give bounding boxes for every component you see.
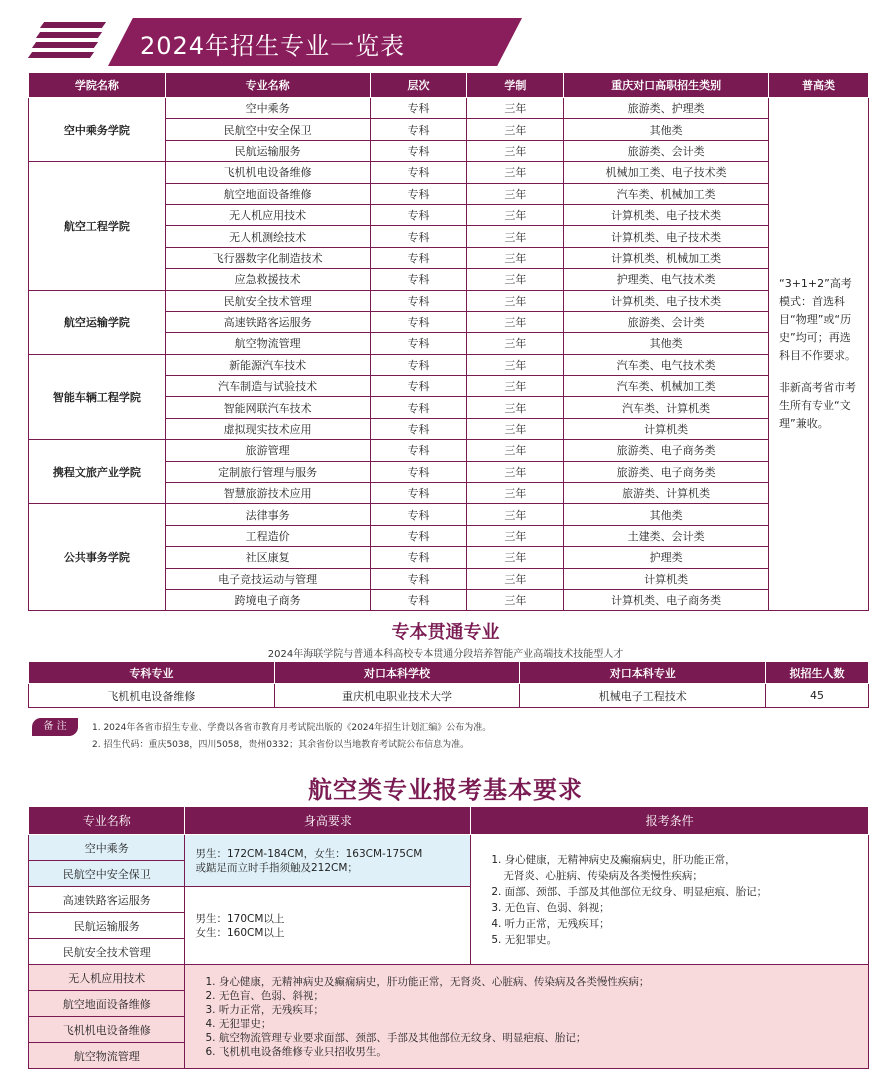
banner-stripes: [28, 18, 118, 66]
level-cell: 专科: [370, 418, 467, 439]
table-row: [29, 354, 869, 375]
category-cell: 计算机类: [564, 568, 769, 589]
duration-cell: 三年: [467, 525, 564, 546]
level-cell: 专科: [370, 525, 467, 546]
major-name-cell: 电子竞技运动与管理: [165, 568, 370, 589]
col-header: 普高类: [769, 73, 869, 98]
level-cell: 专科: [370, 140, 467, 161]
col-header: 层次: [370, 73, 467, 98]
duration-cell: 三年: [467, 140, 564, 161]
category-cell: 计算机类、机械加工类: [564, 247, 769, 268]
note-line: 2. 招生代码：重庆5038，四川5058，贵州0332；其余省份以当地教育考试院公布信息为准。: [92, 740, 470, 750]
major-name-cell: 高速铁路客运服务: [165, 311, 370, 332]
table-row: [29, 98, 869, 119]
level-cell: 专科: [370, 440, 467, 461]
major-name-cell: 汽车制造与试验技术: [165, 376, 370, 397]
major-name-cell: 航空物流管理: [29, 1043, 185, 1069]
category-cell: 汽车类、电气技术类: [564, 354, 769, 375]
category-cell: 其他类: [564, 504, 769, 525]
level-cell: 专科: [370, 162, 467, 183]
general-note-cell: [769, 98, 869, 611]
col-header: 拟招生人数: [766, 662, 869, 684]
conditions-ab: [471, 835, 869, 965]
major-name-cell: 空中乘务: [165, 98, 370, 119]
table-cell: 45: [766, 684, 869, 708]
height-requirement-a: [185, 835, 471, 887]
condition-line: 4. 无犯罪史；: [205, 1017, 272, 1030]
category-cell: 计算机类、电子技术类: [564, 290, 769, 311]
height-line: 或踮足而立时手指须触及212CM；: [195, 861, 358, 874]
condition-line: 3. 无色盲、色弱、斜视；: [491, 901, 610, 914]
major-name-cell: 民航安全技术管理: [29, 939, 185, 965]
table-row: [29, 290, 869, 311]
header-banner: [28, 18, 522, 66]
table-row: [29, 162, 869, 183]
height-line: 男生：170CM以上: [195, 912, 285, 925]
level-cell: 专科: [370, 547, 467, 568]
condition-line: 6. 飞机机电设备维修专业只招收男生。: [205, 1045, 387, 1058]
notes-badge: 备 注: [32, 718, 78, 736]
table-row: [29, 965, 869, 991]
note-paragraph: “3+1+2”高考模式：首选科目“物理”或“历史”均可；再选科目不作要求。: [779, 277, 857, 363]
major-name-cell: 航空地面设备维修: [29, 991, 185, 1017]
major-name-cell: 飞行器数字化制造技术: [165, 247, 370, 268]
level-cell: 专科: [370, 311, 467, 332]
major-name-cell: 民航运输服务: [165, 140, 370, 161]
duration-cell: 三年: [467, 226, 564, 247]
duration-cell: 三年: [467, 98, 564, 119]
duration-cell: 三年: [467, 376, 564, 397]
major-name-cell: 虚拟现实技术应用: [165, 418, 370, 439]
table-cell: 飞机机电设备维修: [29, 684, 275, 708]
college-name-cell: 智能车辆工程学院: [29, 354, 166, 440]
duration-cell: 三年: [467, 568, 564, 589]
level-cell: 专科: [370, 247, 467, 268]
note-paragraph: 非新高考省市考生所有专业“文理”兼收。: [779, 381, 857, 431]
col-header: 对口本科专业: [520, 662, 766, 684]
level-cell: 专科: [370, 483, 467, 504]
level-cell: 专科: [370, 183, 467, 204]
condition-line: 5. 无犯罪史。: [491, 933, 558, 946]
category-cell: 计算机类、电子技术类: [564, 226, 769, 247]
major-name-cell: 智慧旅游技术应用: [165, 483, 370, 504]
category-cell: 护理类、电气技术类: [564, 269, 769, 290]
page-title: 2024年招生专业一览表: [140, 32, 406, 60]
level-cell: 专科: [370, 119, 467, 140]
major-name-cell: 空中乘务: [29, 835, 185, 861]
duration-cell: 三年: [467, 440, 564, 461]
level-cell: 专科: [370, 397, 467, 418]
major-name-cell: 跨境电子商务: [165, 589, 370, 610]
table-row: [29, 835, 869, 861]
col-header: 专业名称: [165, 73, 370, 98]
table-cell: 重庆机电职业技术大学: [274, 684, 520, 708]
table-row: [29, 504, 869, 525]
duration-cell: 三年: [467, 119, 564, 140]
category-cell: 旅游类、计算机类: [564, 483, 769, 504]
requirements-table: [28, 806, 869, 1069]
category-cell: 其他类: [564, 333, 769, 354]
level-cell: 专科: [370, 98, 467, 119]
major-name-cell: 无人机测绘技术: [165, 226, 370, 247]
category-cell: 旅游类、护理类: [564, 98, 769, 119]
category-cell: 汽车类、机械加工类: [564, 183, 769, 204]
col-header: 身高要求: [185, 807, 471, 835]
condition-line: 2. 无色盲、色弱、斜视；: [205, 989, 324, 1002]
duration-cell: 三年: [467, 397, 564, 418]
pathway-table: [28, 661, 869, 708]
major-name-cell: 航空物流管理: [165, 333, 370, 354]
level-cell: 专科: [370, 333, 467, 354]
height-line: 女生：160CM以上: [195, 926, 285, 939]
category-cell: 机械加工类、电子技术类: [564, 162, 769, 183]
conditions-c: [185, 965, 869, 1069]
level-cell: 专科: [370, 204, 467, 225]
table-row: [29, 684, 869, 708]
col-header: 报考条件: [471, 807, 869, 835]
major-name-cell: 无人机应用技术: [29, 965, 185, 991]
major-name-cell: 民航空中安全保卫: [29, 861, 185, 887]
duration-cell: 三年: [467, 269, 564, 290]
level-cell: 专科: [370, 504, 467, 525]
category-cell: 旅游类、电子商务类: [564, 440, 769, 461]
category-cell: 汽车类、计算机类: [564, 397, 769, 418]
duration-cell: 三年: [467, 311, 564, 332]
category-cell: 其他类: [564, 119, 769, 140]
category-cell: 旅游类、会计类: [564, 140, 769, 161]
major-name-cell: 工程造价: [165, 525, 370, 546]
condition-line: 5. 航空物流管理专业要求面部、颈部、手部及其他部位无纹身、明显疤痕、胎记；: [205, 1031, 587, 1044]
level-cell: 专科: [370, 269, 467, 290]
condition-line: 2. 面部、颈部、手部及其他部位无纹身、明显疤痕、胎记；: [491, 885, 768, 898]
college-name-cell: 公共事务学院: [29, 504, 166, 611]
level-cell: 专科: [370, 376, 467, 397]
duration-cell: 三年: [467, 183, 564, 204]
duration-cell: 三年: [467, 290, 564, 311]
level-cell: 专科: [370, 589, 467, 610]
col-header: 重庆对口高职招生类别: [564, 73, 769, 98]
major-name-cell: 高速铁路客运服务: [29, 887, 185, 913]
major-name-cell: 智能网联汽车技术: [165, 397, 370, 418]
requirements-title: 航空类专业报考基本要求: [308, 776, 583, 804]
college-name-cell: 航空工程学院: [29, 162, 166, 290]
duration-cell: 三年: [467, 247, 564, 268]
college-name-cell: 空中乘务学院: [29, 98, 166, 162]
major-name-cell: 飞机机电设备维修: [165, 162, 370, 183]
duration-cell: 三年: [467, 354, 564, 375]
major-name-cell: 旅游管理: [165, 440, 370, 461]
majors-table-header: [29, 73, 869, 98]
college-name-cell: 航空运输学院: [29, 290, 166, 354]
duration-cell: 三年: [467, 504, 564, 525]
major-name-cell: 航空地面设备维修: [165, 183, 370, 204]
condition-line: 4. 听力正常，无残疾耳；: [491, 917, 610, 930]
major-name-cell: 应急救援技术: [165, 269, 370, 290]
category-cell: 计算机类、电子技术类: [564, 204, 769, 225]
category-cell: 护理类: [564, 547, 769, 568]
major-name-cell: 无人机应用技术: [165, 204, 370, 225]
category-cell: 旅游类、会计类: [564, 311, 769, 332]
category-cell: 土建类、会计类: [564, 525, 769, 546]
duration-cell: 三年: [467, 461, 564, 482]
height-line: 男生：172CM-184CM，女生：163CM-175CM: [195, 847, 423, 860]
height-requirement-b: [185, 887, 471, 965]
note-line: 1. 2024年各省市招生专业、学费以各省市教育月考试院出版的《2024年招生计划汇编》公布为准。: [92, 723, 492, 733]
duration-cell: 三年: [467, 483, 564, 504]
col-header: 专业名称: [29, 807, 185, 835]
majors-table: [28, 72, 869, 611]
table-cell: 机械电子工程技术: [520, 684, 766, 708]
major-name-cell: 飞机机电设备维修: [29, 1017, 185, 1043]
major-name-cell: 定制旅行管理与服务: [165, 461, 370, 482]
major-name-cell: 社区康复: [165, 547, 370, 568]
duration-cell: 三年: [467, 589, 564, 610]
condition-line: 3. 听力正常，无残疾耳；: [205, 1003, 324, 1016]
duration-cell: 三年: [467, 204, 564, 225]
pathway-subtitle: 2024年海联学院与普通本科高校专本贯通分段培养智能产业高端技术技能型人才: [267, 649, 624, 660]
level-cell: 专科: [370, 226, 467, 247]
condition-line: 1. 身心健康，无精神病史及癫痫病史，肝功能正常，: [491, 853, 736, 866]
col-header: 专科专业: [29, 662, 275, 684]
major-name-cell: 法律事务: [165, 504, 370, 525]
duration-cell: 三年: [467, 162, 564, 183]
duration-cell: 三年: [467, 333, 564, 354]
pathway-table-header: [29, 662, 869, 684]
condition-line: 无肾炎、心脏病、传染病及各类慢性疾病；: [503, 869, 703, 882]
table-row: [29, 440, 869, 461]
pathway-title: 专本贯通专业: [391, 622, 500, 643]
level-cell: 专科: [370, 461, 467, 482]
category-cell: 旅游类、电子商务类: [564, 461, 769, 482]
level-cell: 专科: [370, 568, 467, 589]
college-name-cell: 携程文旅产业学院: [29, 440, 166, 504]
category-cell: 计算机类: [564, 418, 769, 439]
category-cell: 计算机类、电子商务类: [564, 589, 769, 610]
requirements-table-header: [29, 807, 869, 835]
major-name-cell: 新能源汽车技术: [165, 354, 370, 375]
duration-cell: 三年: [467, 547, 564, 568]
level-cell: 专科: [370, 290, 467, 311]
major-name-cell: 民航空中安全保卫: [165, 119, 370, 140]
major-name-cell: 民航安全技术管理: [165, 290, 370, 311]
col-header: 对口本科学校: [274, 662, 520, 684]
duration-cell: 三年: [467, 418, 564, 439]
col-header: 学制: [467, 73, 564, 98]
major-name-cell: 民航运输服务: [29, 913, 185, 939]
condition-line: 1. 身心健康，无精神病史及癫痫病史，肝功能正常，无肾炎、心脏病、传染病及各类慢性疾病；: [205, 975, 650, 988]
col-header: 学院名称: [29, 73, 166, 98]
category-cell: 汽车类、机械加工类: [564, 376, 769, 397]
level-cell: 专科: [370, 354, 467, 375]
